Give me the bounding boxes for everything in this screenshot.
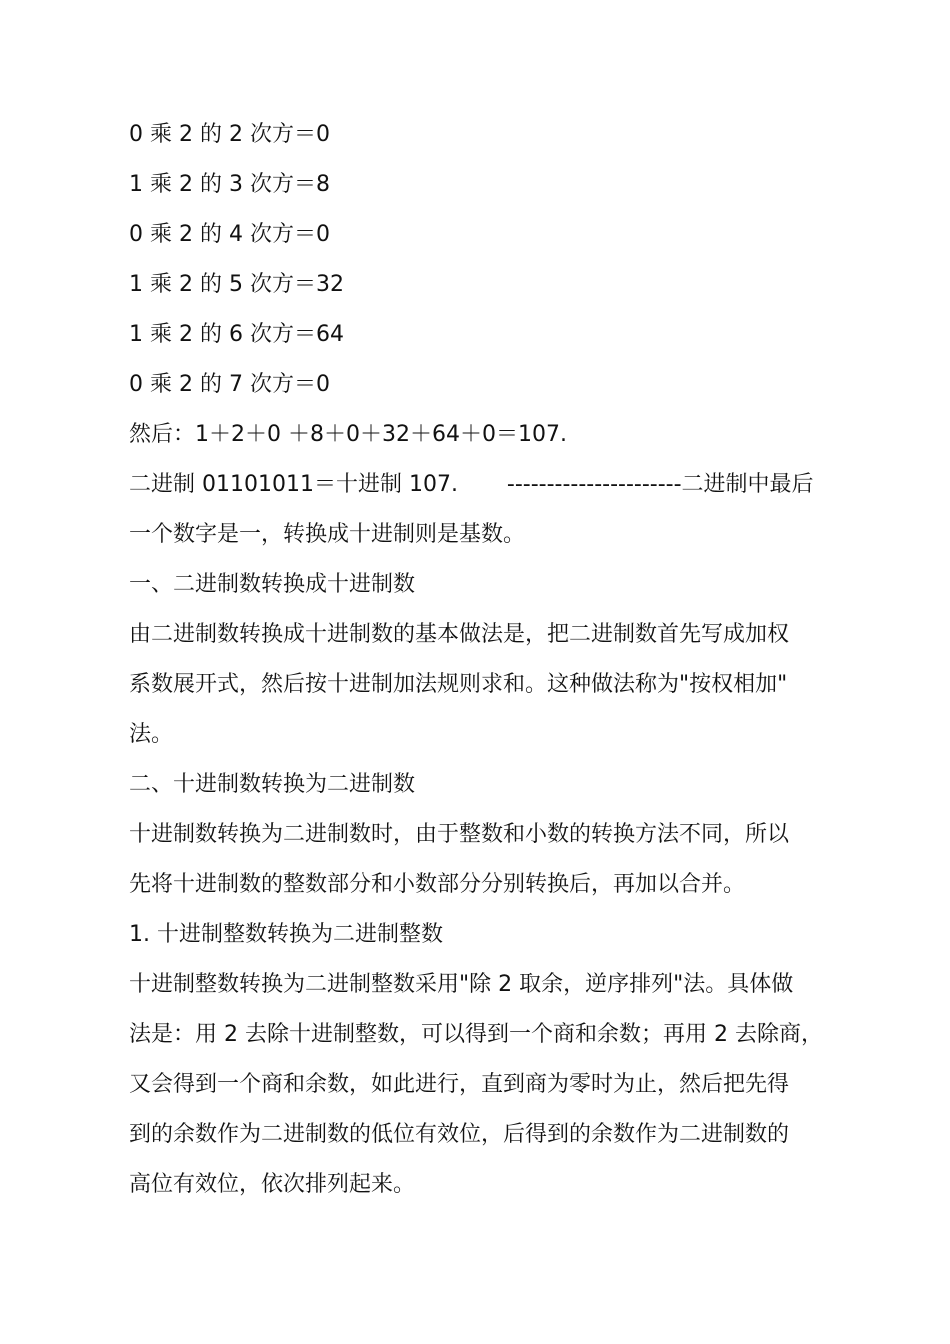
paragraph-line: 由二进制数转换成十进制数的基本做法是，把二进制数首先写成加权 — [129, 622, 790, 647]
paragraph-line: 法是：用 2 去除十进制整数，可以得到一个商和余数；再用 2 去除商， — [129, 1022, 823, 1047]
text-line-power-2-6: 1 乘 2 的 6 次方＝64 — [129, 322, 344, 347]
subsection-heading-integer-conversion: 1. 十进制整数转换为二进制整数 — [129, 922, 443, 947]
text-line-power-2-2: 0 乘 2 的 2 次方＝0 — [129, 122, 330, 147]
paragraph-line: 十进制数转换为二进制数时，由于整数和小数的转换方法不同，所以 — [129, 822, 790, 847]
text-line-power-2-5: 1 乘 2 的 5 次方＝32 — [129, 272, 344, 297]
text-line-binary-note: 一个数字是一，转换成十进制则是基数。 — [129, 522, 526, 547]
paragraph-line: 又会得到一个商和余数，如此进行，直到商为零时为止，然后把先得 — [129, 1072, 790, 1097]
paragraph-line: 先将十进制数的整数部分和小数部分分别转换后，再加以合并。 — [129, 872, 746, 897]
text-line-power-2-3: 1 乘 2 的 3 次方＝8 — [129, 172, 330, 197]
section-heading-decimal-to-binary: 二、十进制数转换为二进制数 — [129, 772, 416, 797]
text-line-sum: 然后：1＋2＋0 ＋8＋0＋32＋64＋0＝107. — [129, 422, 567, 447]
text-line-binary-result: 二进制 01101011＝十进制 107. ----------------------二进制中最后 — [129, 472, 814, 497]
document-body — [129, 110, 854, 1210]
paragraph-line: 到的余数作为二进制数的低位有效位，后得到的余数作为二进制数的 — [129, 1122, 790, 1147]
text-line-power-2-7: 0 乘 2 的 7 次方＝0 — [129, 372, 330, 397]
section-heading-binary-to-decimal: 一、二进制数转换成十进制数 — [129, 572, 416, 597]
paragraph-line: 法。 — [129, 722, 174, 747]
paragraph-line: 十进制整数转换为二进制整数采用"除 2 取余，逆序排列"法。具体做 — [129, 972, 794, 997]
paragraph-line: 高位有效位，依次排列起来。 — [129, 1172, 416, 1197]
paragraph-line: 系数展开式，然后按十进制加法规则求和。这种做法称为"按权相加" — [129, 672, 788, 697]
text-line-power-2-4: 0 乘 2 的 4 次方＝0 — [129, 222, 330, 247]
